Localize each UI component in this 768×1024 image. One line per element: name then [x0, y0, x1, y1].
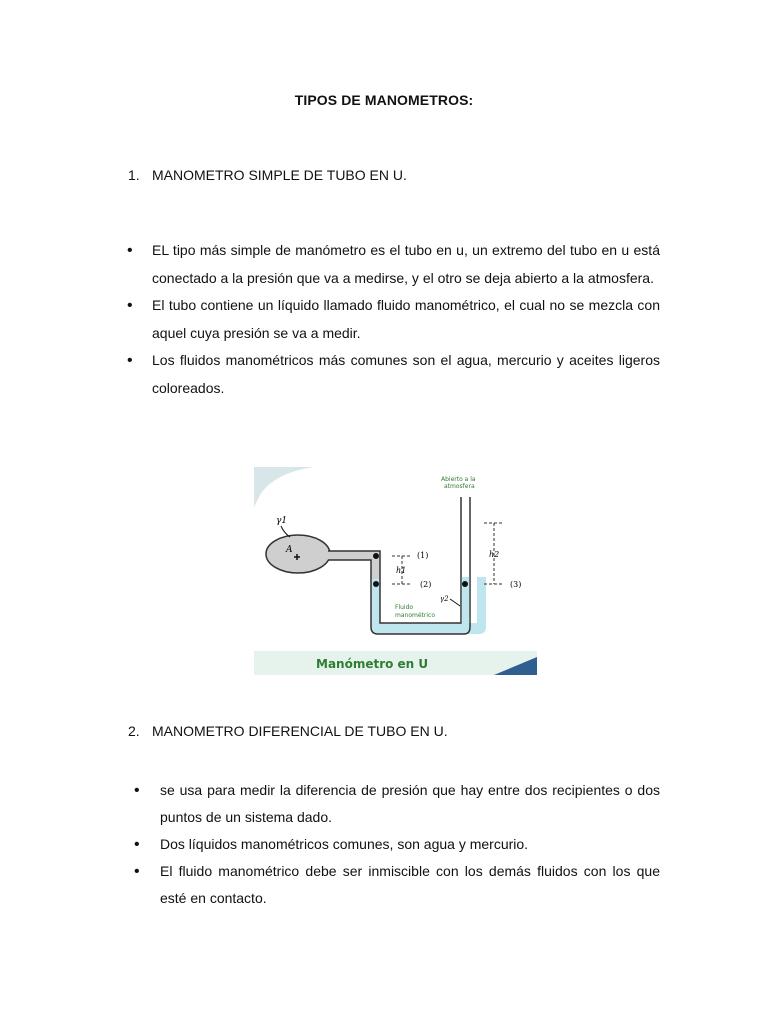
section-2-heading-text: MANOMETRO DIFERENCIAL DE TUBO EN U.: [152, 723, 448, 739]
bullet-icon: •: [134, 863, 140, 880]
point-1-marker: [373, 553, 379, 559]
label-h2: h2: [489, 550, 500, 559]
section-1-heading-text: MANOMETRO SIMPLE DE TUBO EN U.: [152, 167, 407, 183]
point-2-marker: [373, 581, 379, 587]
label-h1: h1: [396, 566, 407, 575]
bullet-text: El fluido manométrico debe ser inmiscible con los demás fluidos con los que esté en contacto.: [160, 863, 660, 906]
bullet-icon: •: [134, 782, 140, 799]
section-1-bullet-list: [127, 237, 660, 402]
figure-caption: Manómetro en U: [316, 657, 429, 671]
label-point-2: (2): [420, 580, 432, 589]
label-open-atmosphere: Abierto a la: [441, 476, 476, 483]
u-manometer-diagram: [254, 467, 537, 675]
pressure-vessel: [266, 535, 330, 573]
label-fluid: Fluido: [395, 604, 414, 611]
bullet-icon: •: [127, 352, 133, 369]
label-gamma2: γ2: [440, 595, 449, 603]
section-2-heading: [128, 723, 448, 739]
label-fluid-2: manométrico: [395, 612, 435, 619]
section-1-number: 1.: [128, 167, 140, 183]
bullet-icon: •: [134, 836, 140, 853]
bullet-text: Los fluidos manométricos más comunes son el agua, mercurio y aceites ligeros coloreados.: [152, 352, 660, 396]
u-manometer-figure: [254, 467, 537, 675]
bullet-text: Dos líquidos manométricos comunes, son agua y mercurio.: [160, 836, 529, 852]
list-item: [127, 237, 660, 292]
label-point-1: (1): [417, 551, 429, 560]
point-3-marker: [462, 581, 468, 587]
document-title: TIPOS DE MANOMETROS:: [294, 92, 474, 108]
bullet-text: se usa para medir la diferencia de presión que hay entre dos recipientes o dos puntos de un sistema dado.: [160, 782, 660, 825]
section-2-bullet-list: [134, 777, 660, 912]
label-open-atmosphere-2: atmosfera: [444, 483, 475, 490]
list-item: [127, 292, 660, 347]
bullet-text: El tubo contiene un líquido llamado fluido manométrico, el cual no se mezcla con aquel cuya presión se va a medir.: [152, 297, 660, 341]
bullet-text: EL tipo más simple de manómetro es el tubo en u, un extremo del tubo en u está conectado a la presión que va a medirse, y el otro se deja abierto a la atmosfera.: [152, 242, 660, 286]
list-item: [134, 858, 660, 912]
label-point-3: (3): [510, 580, 522, 589]
list-item: [127, 347, 660, 402]
bullet-icon: •: [127, 297, 133, 314]
section-1-heading: [128, 167, 407, 183]
label-a: A: [286, 545, 293, 555]
section-2-number: 2.: [128, 723, 140, 739]
list-item: [134, 831, 660, 858]
bullet-icon: •: [127, 242, 133, 259]
label-gamma1: γ1: [276, 516, 288, 526]
list-item: [134, 777, 660, 831]
